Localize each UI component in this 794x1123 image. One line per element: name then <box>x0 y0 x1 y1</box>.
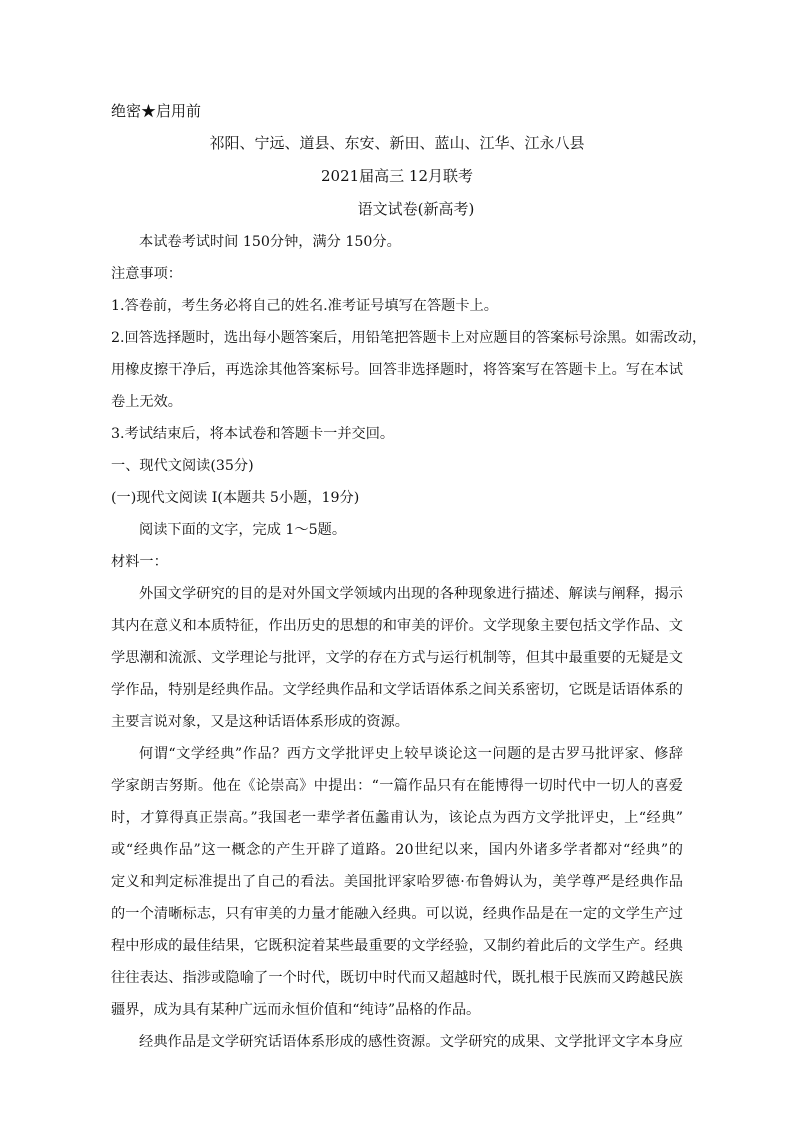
paragraph-2-line: 或“经典作品”这一概念的产生开辟了道路。20世纪以来，国内外诸多学者都对“经典”的 <box>111 842 683 858</box>
confidential-label: 绝密★启用前 <box>111 102 202 120</box>
paragraph-2-line: 往往表达、指涉或隐喻了一个时代，既切中时代而又超越时代，既扎根于民族而又跨越民族 <box>111 970 683 986</box>
paragraph-2-line: 学家朗吉努斯。他在《论崇高》中提出：“一篇作品只有在能博得一切时代中一切人的喜爱 <box>111 778 683 794</box>
paragraph-3-line: 经典作品是文学研究话语体系形成的感性资源。文学研究的成果、文学批评文字本身应 <box>139 1034 683 1050</box>
paragraph-2-line: 疆界，成为具有某种广远而永恒价值和“纯诗”品格的作品。 <box>111 1002 481 1018</box>
paragraph-2-line: 时，才算得真正崇高。”我国老一辈学者伍蠡甫认为，该论点为西方文学批评史，上“经典” <box>111 810 683 826</box>
counties-title: 祁阳、宁远、道县、东安、新田、蓝山、江华、江永八县 <box>209 134 585 152</box>
paragraph-1-line: 其内在意义和本质特征，作出历史的思想的和审美的评价。文学现象主要包括文学作品、文 <box>111 618 683 634</box>
paragraph-1-line: 主要言说对象，又是这种话语体系形成的资源。 <box>111 714 409 730</box>
reading-instruction: 阅读下面的文字，完成 1～5题。 <box>139 522 347 538</box>
material-label: 材料一： <box>111 554 168 570</box>
paragraph-2-line: 何谓“文学经典”作品？西方文学批评史上较早谈论这一问题的是古罗马批评家、修辞 <box>139 746 683 762</box>
section-title: 一、现代文阅读(35分) <box>111 458 254 474</box>
notice-item-2-line-3: 卷上无效。 <box>111 394 182 410</box>
paragraph-2-line: 程中形成的最佳结果，它既积淀着某些最重要的文学经验，又制约着此后的文学生产。经典 <box>111 938 683 954</box>
exam-time-note: 本试卷考试时间 150分钟，满分 150分。 <box>139 234 401 250</box>
paragraph-2-line: 的一个清晰标志，只有审美的力量才能融入经典。可以说，经典作品是在一定的文学生产过 <box>111 906 683 922</box>
notice-item-2-line-1: 2.回答选择题时，选出每小题答案后，用铅笔把答题卡上对应题目的答案标号涂黑。如需改动， <box>111 330 707 346</box>
subsection-title: (一)现代文阅读 I(本题共 5小题，19分) <box>111 490 360 506</box>
paragraph-1-line: 学思潮和流派、文学理论与批评，文学的存在方式与运行机制等，但其中最重要的无疑是文 <box>111 650 683 666</box>
notice-title: 注意事项： <box>111 266 182 282</box>
subject-title: 语文试卷(新高考) <box>357 200 475 218</box>
paragraph-1-line: 外国文学研究的目的是对外国文学领域内出现的各种现象进行描述、解读与阐释，揭示 <box>139 586 683 602</box>
notice-item-1: 1.答卷前，考生务必将自己的姓名.准考证号填写在答题卡上。 <box>111 298 498 314</box>
notice-item-2-line-2: 用橡皮擦干净后，再选涂其他答案标号。回答非选择题时，将答案写在答题卡上。写在本试 <box>111 362 683 378</box>
paragraph-2-line: 定义和判定标准提出了自己的看法。美国批评家哈罗德·布鲁姆认为，美学尊严是经典作品 <box>111 874 683 890</box>
paragraph-1-line: 学作品，特别是经典作品。文学经典作品和文学话语体系之间关系密切，它既是话语体系的 <box>111 682 683 698</box>
exam-title: 2021届高三 12月联考 <box>320 167 474 185</box>
notice-item-3: 3.考试结束后，将本试卷和答题卡一并交回。 <box>111 426 395 442</box>
